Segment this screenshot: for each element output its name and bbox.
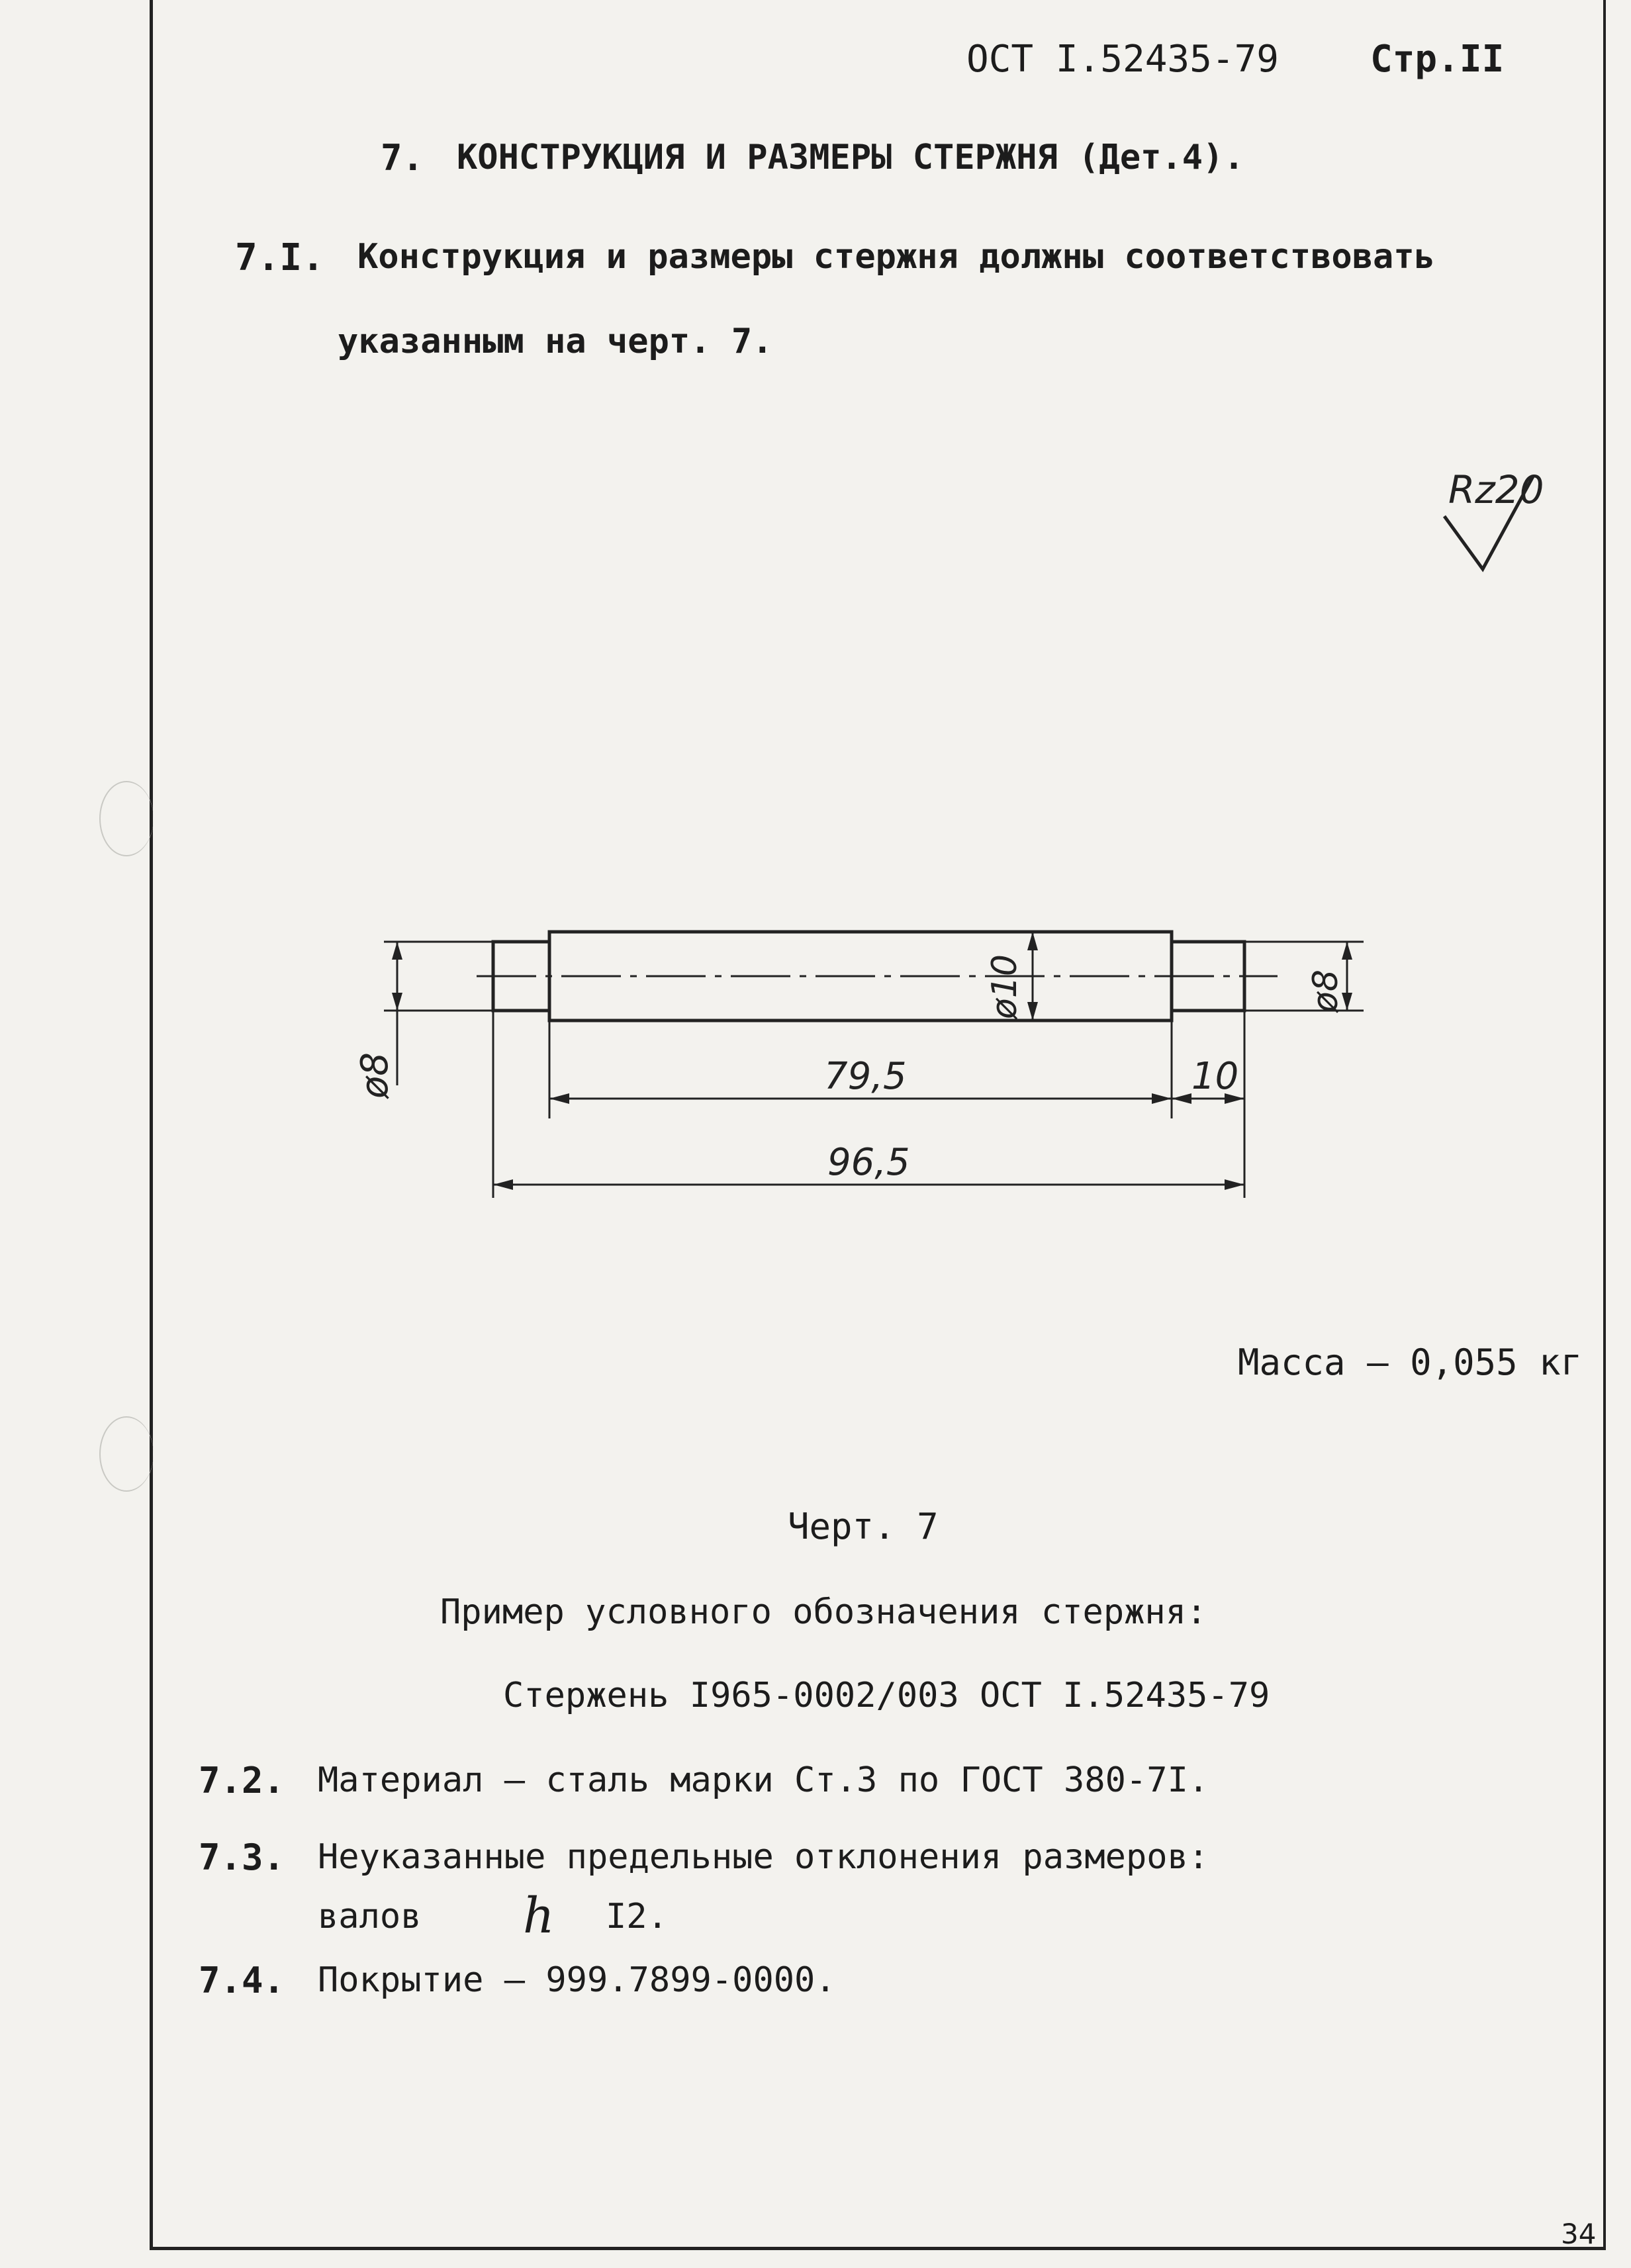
roughness-label: Rz20 xyxy=(1448,467,1544,512)
mass-label: Масса – 0,055 кг xyxy=(1238,1341,1583,1383)
clause-7-1-line2: указанным на черт. 7. xyxy=(338,322,773,361)
clause-7-2-text: Материал – сталь марки Ст.3 по ГОСТ 380-7I. xyxy=(318,1760,1209,1800)
example-designation: Стержень I965-0002/003 ОСТ I.52435-79 xyxy=(503,1676,1270,1715)
dim-right-dia: ø8 xyxy=(1306,970,1346,1013)
clause-7-3-shaft-label: валов xyxy=(318,1897,422,1936)
clause-7-3-shaft-value: I2. xyxy=(606,1897,668,1936)
dim-length-end: 10 xyxy=(1191,1055,1239,1098)
dim-length-main: 79,5 xyxy=(824,1055,907,1098)
clause-7-4-number: 7.4. xyxy=(199,1960,285,2001)
dim-center-dia: ø10 xyxy=(985,954,1025,1019)
clause-7-1-number: 7.I. xyxy=(235,236,324,279)
section-title: КОНСТРУКЦИЯ И РАЗМЕРЫ СТЕРЖНЯ (Дет.4). xyxy=(457,138,1244,177)
section-number: 7. xyxy=(381,137,424,179)
clause-7-3-text: Неуказанные предельные отклонения размеров: xyxy=(318,1837,1209,1877)
clause-7-4-text: Покрытие – 999.7899-0000. xyxy=(318,1960,836,2000)
page-label: Стр.II xyxy=(1370,38,1505,81)
dim-left-dia: ø8 xyxy=(353,1052,396,1099)
clause-7-3-shaft-symbol: h xyxy=(523,1887,555,1944)
doc-code: ОСТ I.52435-79 xyxy=(966,38,1280,81)
example-heading: Пример условного обозначения стержня: xyxy=(440,1592,1207,1632)
clause-7-1-line1: Конструкция и размеры стержня должны соответствовать xyxy=(357,237,1435,277)
figure-caption: Черт. 7 xyxy=(788,1506,939,1547)
page-number: 34 xyxy=(1561,2218,1597,2250)
clause-7-3-number: 7.3. xyxy=(199,1837,285,1878)
clause-7-2-number: 7.2. xyxy=(199,1760,285,1801)
dim-length-total: 96,5 xyxy=(827,1141,910,1184)
